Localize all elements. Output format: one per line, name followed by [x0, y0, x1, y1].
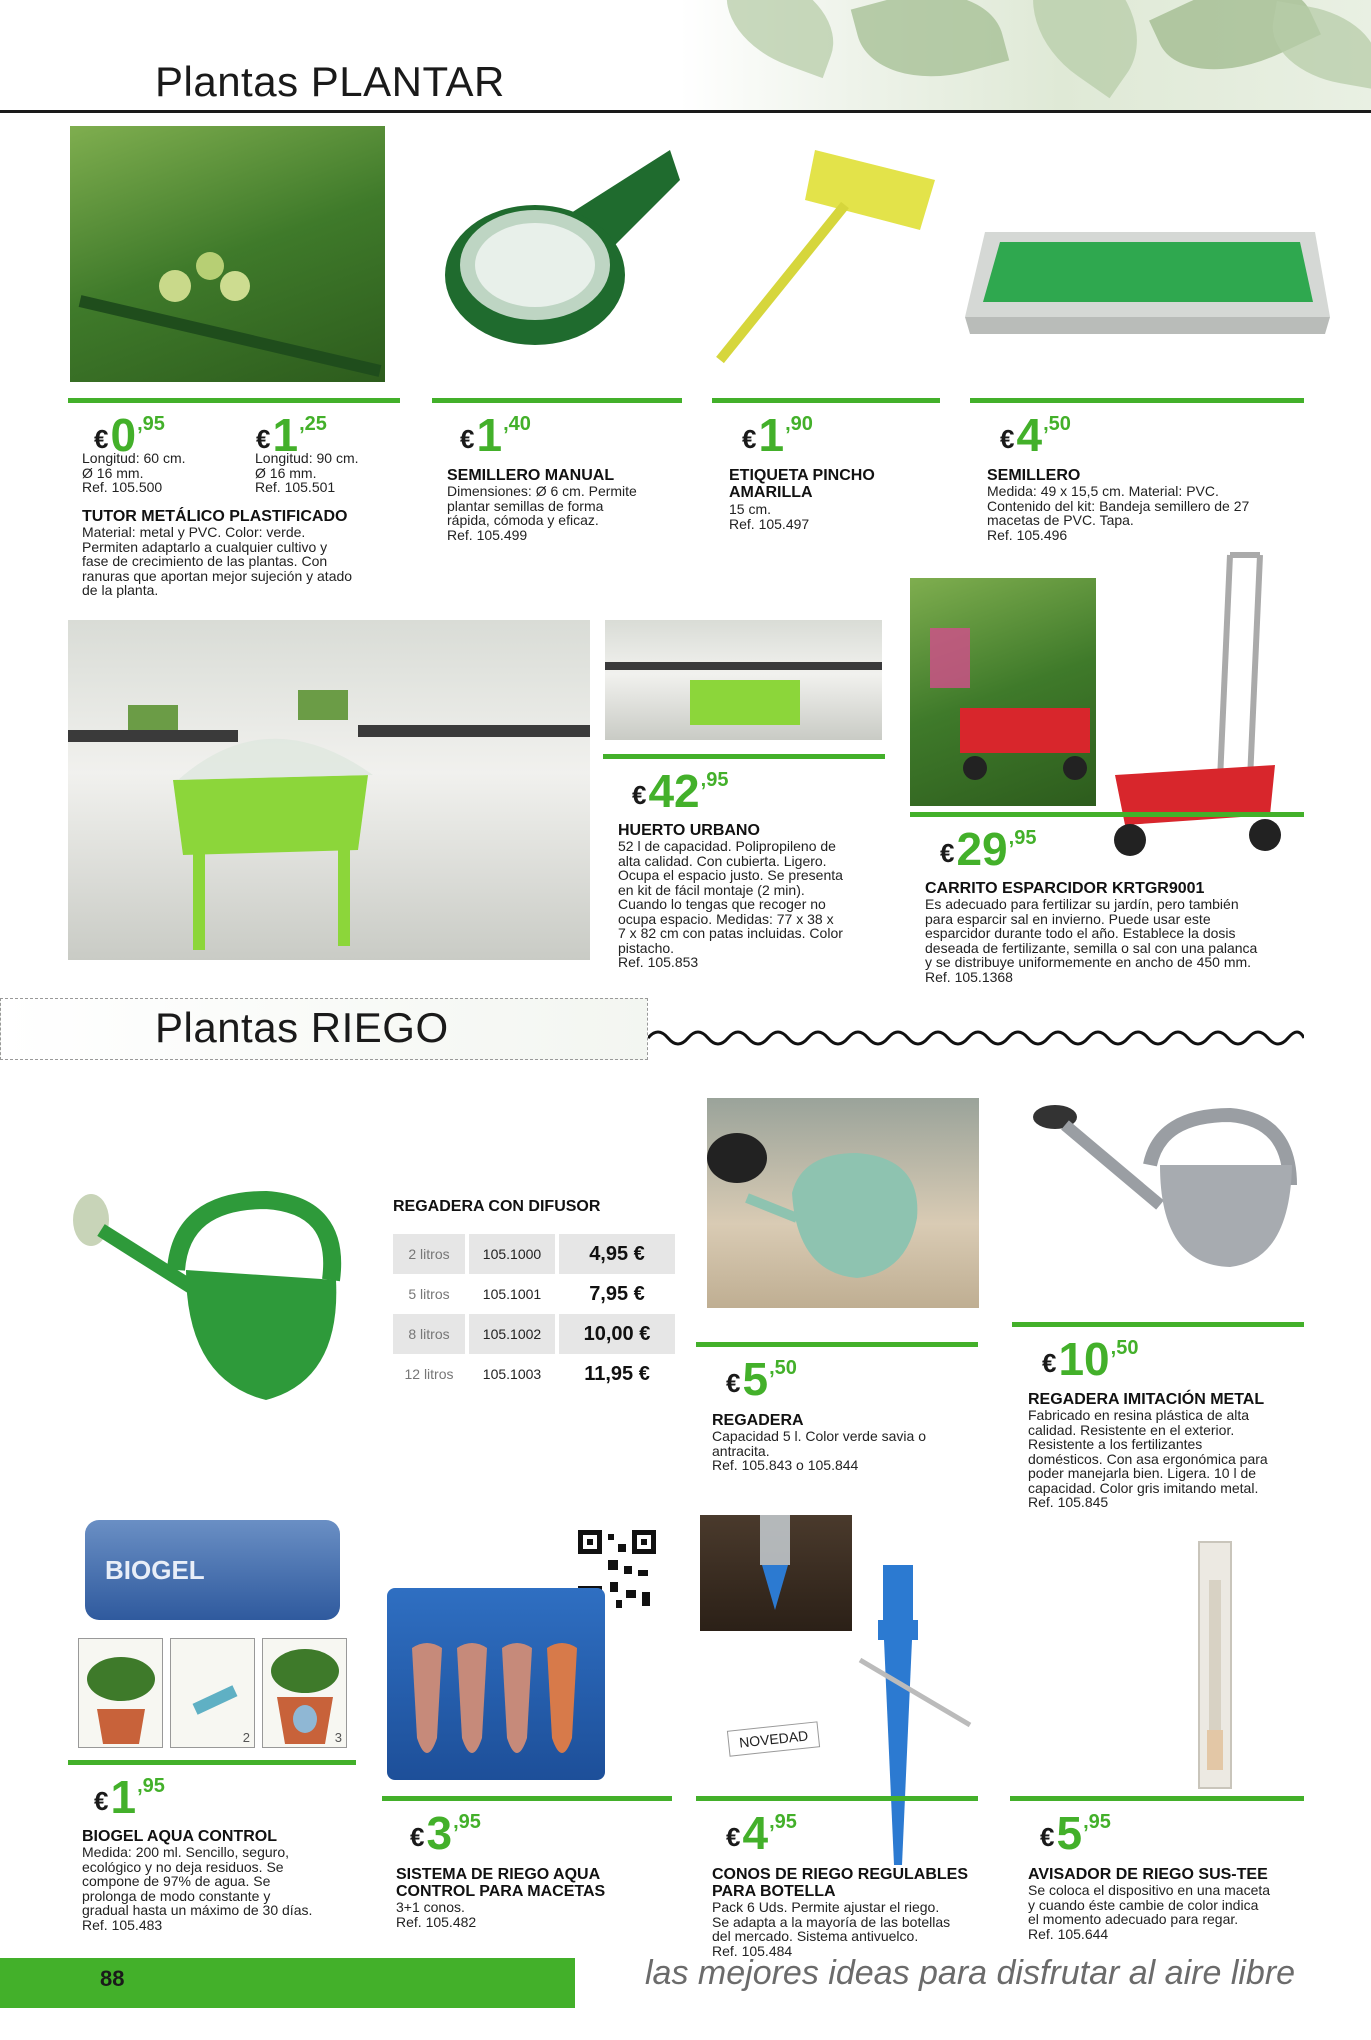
biogel-price: € 1 ,95 [94, 1771, 165, 1823]
huerto-name: HUERTO URBANO [618, 822, 760, 839]
price-rule [603, 754, 885, 759]
novedad-badge: NOVEDAD [727, 1721, 820, 1756]
page-title: Plantas PLANTAR [155, 58, 505, 105]
avisador-desc: Se coloca el dispositivo en una maceta y cuando éste cambie de color indica el momento adecuado para regar. Ref. 105.644 [1028, 1882, 1271, 1942]
ref-cell: 105.1000 [467, 1234, 557, 1274]
semillero-manual-price: € 1 ,40 [460, 409, 531, 461]
avisador-price: € 5 ,95 [1040, 1807, 1111, 1859]
price-cell: 10,00 € [557, 1314, 675, 1354]
regadera-metal-desc: Fabricado en resina plástica de alta calidad. Resistente en el exterior. Resistente a los fertilizantes domésticos. Con asa ergonómica para poder manejarla bien. Ligera. 10 l de capacidad. Color gris imitando metal. Ref. 105.845 [1028, 1407, 1268, 1510]
regadera-price: € 5 ,50 [726, 1353, 797, 1405]
title-rule [0, 110, 1371, 113]
sistema-desc: 3+1 conos. Ref. 105.482 [396, 1899, 477, 1930]
huerto-large-photo [68, 620, 590, 960]
semillero-desc: Medida: 49 x 15,5 cm. Material: PVC. Contenido del kit: Bandeja semillero de 27 macetas de PVC. Tapa. Ref. 105.496 [987, 483, 1250, 543]
price-cell: 7,95 € [557, 1274, 675, 1314]
table-row [393, 1354, 675, 1394]
ref-cell: 105.1002 [467, 1314, 557, 1354]
biogel-name: BIOGEL AQUA CONTROL [82, 1828, 277, 1845]
price-rule [382, 1796, 672, 1801]
price-rule [68, 398, 400, 403]
ref-cell: 105.1001 [467, 1274, 557, 1314]
footer-bar [0, 1958, 575, 2008]
tutor-photo [70, 126, 385, 382]
footer-tagline: las mejores ideas para disfrutar al aire libre [645, 1954, 1296, 1992]
price-rule [970, 398, 1304, 403]
carrito-price: € 29 ,95 [940, 823, 1037, 875]
riego-title: Plantas RIEGO [155, 1004, 449, 1051]
liters-cell: 2 litros [393, 1234, 467, 1274]
regadera-difusor-name: REGADERA CON DIFUSOR [393, 1198, 601, 1215]
carrito-scene-photo [910, 578, 1096, 806]
huerto-price: € 42 ,95 [632, 765, 729, 817]
biogel-pack-label: BIOGEL [105, 1555, 205, 1585]
biogel-step-1 [78, 1638, 163, 1748]
price-rule [1012, 1322, 1304, 1327]
conos-desc: Pack 6 Uds. Permite ajustar el riego. Se adapta a la mayoría de las botellas del mercado. Sistema antivuelco. Ref. 105.484 [712, 1899, 951, 1959]
conos-name: CONOS DE RIEGO REGULABLES PARA BOTELLA [712, 1866, 969, 1900]
regadera-difusor-photo [66, 1170, 346, 1410]
biogel-desc: Medida: 200 ml. Sencillo, seguro, ecológico y no deja residuos. Se compone de 97% de agua. Se prolonga de modo constante y gradual hasta un máximo de 30 días. Ref. 105.483 [82, 1844, 313, 1933]
tutor-90-price: € 1 ,25 [256, 409, 327, 461]
conos-product-photo [840, 1565, 990, 1865]
table-row [393, 1274, 675, 1314]
semillero-manual-photo [440, 140, 680, 380]
carrito-product-photo [1100, 550, 1300, 870]
carrito-desc: Es adecuado para fertilizar su jardín, pero también para esparcir sal en invierno. Puede usar este esparcidor durante todo el año. Establece la dosis deseada de fertilizante, semilla o sal con una palanca y se distribuye uniformemente en ancho de 450 mm. Ref. 105.1368 [925, 896, 1258, 985]
avisador-photo [1195, 1540, 1235, 1790]
conos-scene-photo [700, 1515, 852, 1631]
table-row [393, 1314, 675, 1354]
huerto-desc: 52 l de capacidad. Polipropileno de alta calidad. Con cubierta. Ligero. Ocupa el espacio justo. Se presenta en kit de fácil montaje (2 min). Cuando lo tengas que recoger no ocupa espacio. Medidas: 77 x 38 x 7 x 82 cm con patas incluidas. Color pistacho. Ref. 105.853 [618, 838, 843, 970]
tutor-90-specs: Longitud: 90 cm. Ø 16 mm. Ref. 105.501 [255, 450, 359, 495]
wave-divider [648, 1024, 1304, 1052]
semillero-name: SEMILLERO [987, 467, 1081, 484]
biogel-step-3 [262, 1638, 347, 1748]
leaf-decoration [680, 0, 1371, 110]
page-number: 88 [100, 1966, 125, 1991]
regadera-metal-name: REGADERA IMITACIÓN METAL [1028, 1391, 1265, 1408]
regadera-metal-price: € 10 ,50 [1042, 1333, 1139, 1385]
sistema-riego-photo [387, 1588, 605, 1780]
price-rule [432, 398, 682, 403]
semillero-manual-name: SEMILLERO MANUAL [447, 467, 615, 484]
liters-cell: 5 litros [408, 1286, 450, 1302]
price-rule [696, 1342, 978, 1347]
conos-price: € 4 ,95 [726, 1807, 797, 1859]
price-cell: 4,95 € [557, 1234, 675, 1274]
step-number: 3 [334, 1730, 342, 1745]
regadera-name: REGADERA [712, 1412, 804, 1429]
price-rule [910, 812, 1304, 817]
semillero-manual-desc: Dimensiones: Ø 6 cm. Permite plantar semillas de forma rápida, cómoda y eficaz. Ref. 105.499 [447, 483, 637, 543]
semillero-photo [955, 222, 1335, 342]
sistema-price: € 3 ,95 [410, 1807, 481, 1859]
regadera-metal-photo [1030, 1095, 1300, 1275]
price-rule [712, 398, 940, 403]
etiqueta-photo [705, 140, 945, 370]
regadera-photo [707, 1098, 979, 1308]
huerto-small-photo [605, 620, 882, 740]
ref-cell: 105.1003 [467, 1354, 557, 1394]
sistema-name: SISTEMA DE RIEGO AQUA CONTROL PARA MACETAS [396, 1866, 606, 1900]
tutor-name: TUTOR METÁLICO PLASTIFICADO [82, 508, 348, 525]
tutor-60-specs: Longitud: 60 cm. Ø 16 mm. Ref. 105.500 [82, 450, 186, 495]
price-rule [68, 1760, 356, 1765]
price-rule [696, 1796, 978, 1801]
regadera-difusor-table [393, 1234, 675, 1394]
biogel-step-2 [170, 1638, 255, 1748]
biogel-pack-photo [85, 1520, 340, 1620]
price-rule [1010, 1796, 1304, 1801]
tutor-desc: Material: metal y PVC. Color: verde. Permiten adaptarlo a cualquier cultivo y fase de crecimiento de las plantas. Con ranuras que aportan mejor sujeción y atado de la planta. [82, 524, 353, 598]
step-number: 2 [242, 1730, 250, 1745]
etiqueta-name: ETIQUETA PINCHO AMARILLA [729, 467, 875, 501]
etiqueta-desc: 15 cm. Ref. 105.497 [729, 501, 810, 532]
semillero-price: € 4 ,50 [1000, 409, 1071, 461]
carrito-name: CARRITO ESPARCIDOR KRTGR9001 [925, 880, 1205, 897]
etiqueta-price: € 1 ,90 [742, 409, 813, 461]
liters-cell: 12 litros [404, 1366, 454, 1382]
avisador-name: AVISADOR DE RIEGO SUS-TEE [1028, 1866, 1268, 1883]
regadera-desc: Capacidad 5 l. Color verde savia o antracita. Ref. 105.843 o 105.844 [712, 1428, 927, 1473]
tutor-60-price: € 0 ,95 [94, 409, 165, 461]
liters-cell: 8 litros [393, 1314, 467, 1354]
table-row [393, 1234, 675, 1274]
price-cell: 11,95 € [557, 1354, 675, 1394]
